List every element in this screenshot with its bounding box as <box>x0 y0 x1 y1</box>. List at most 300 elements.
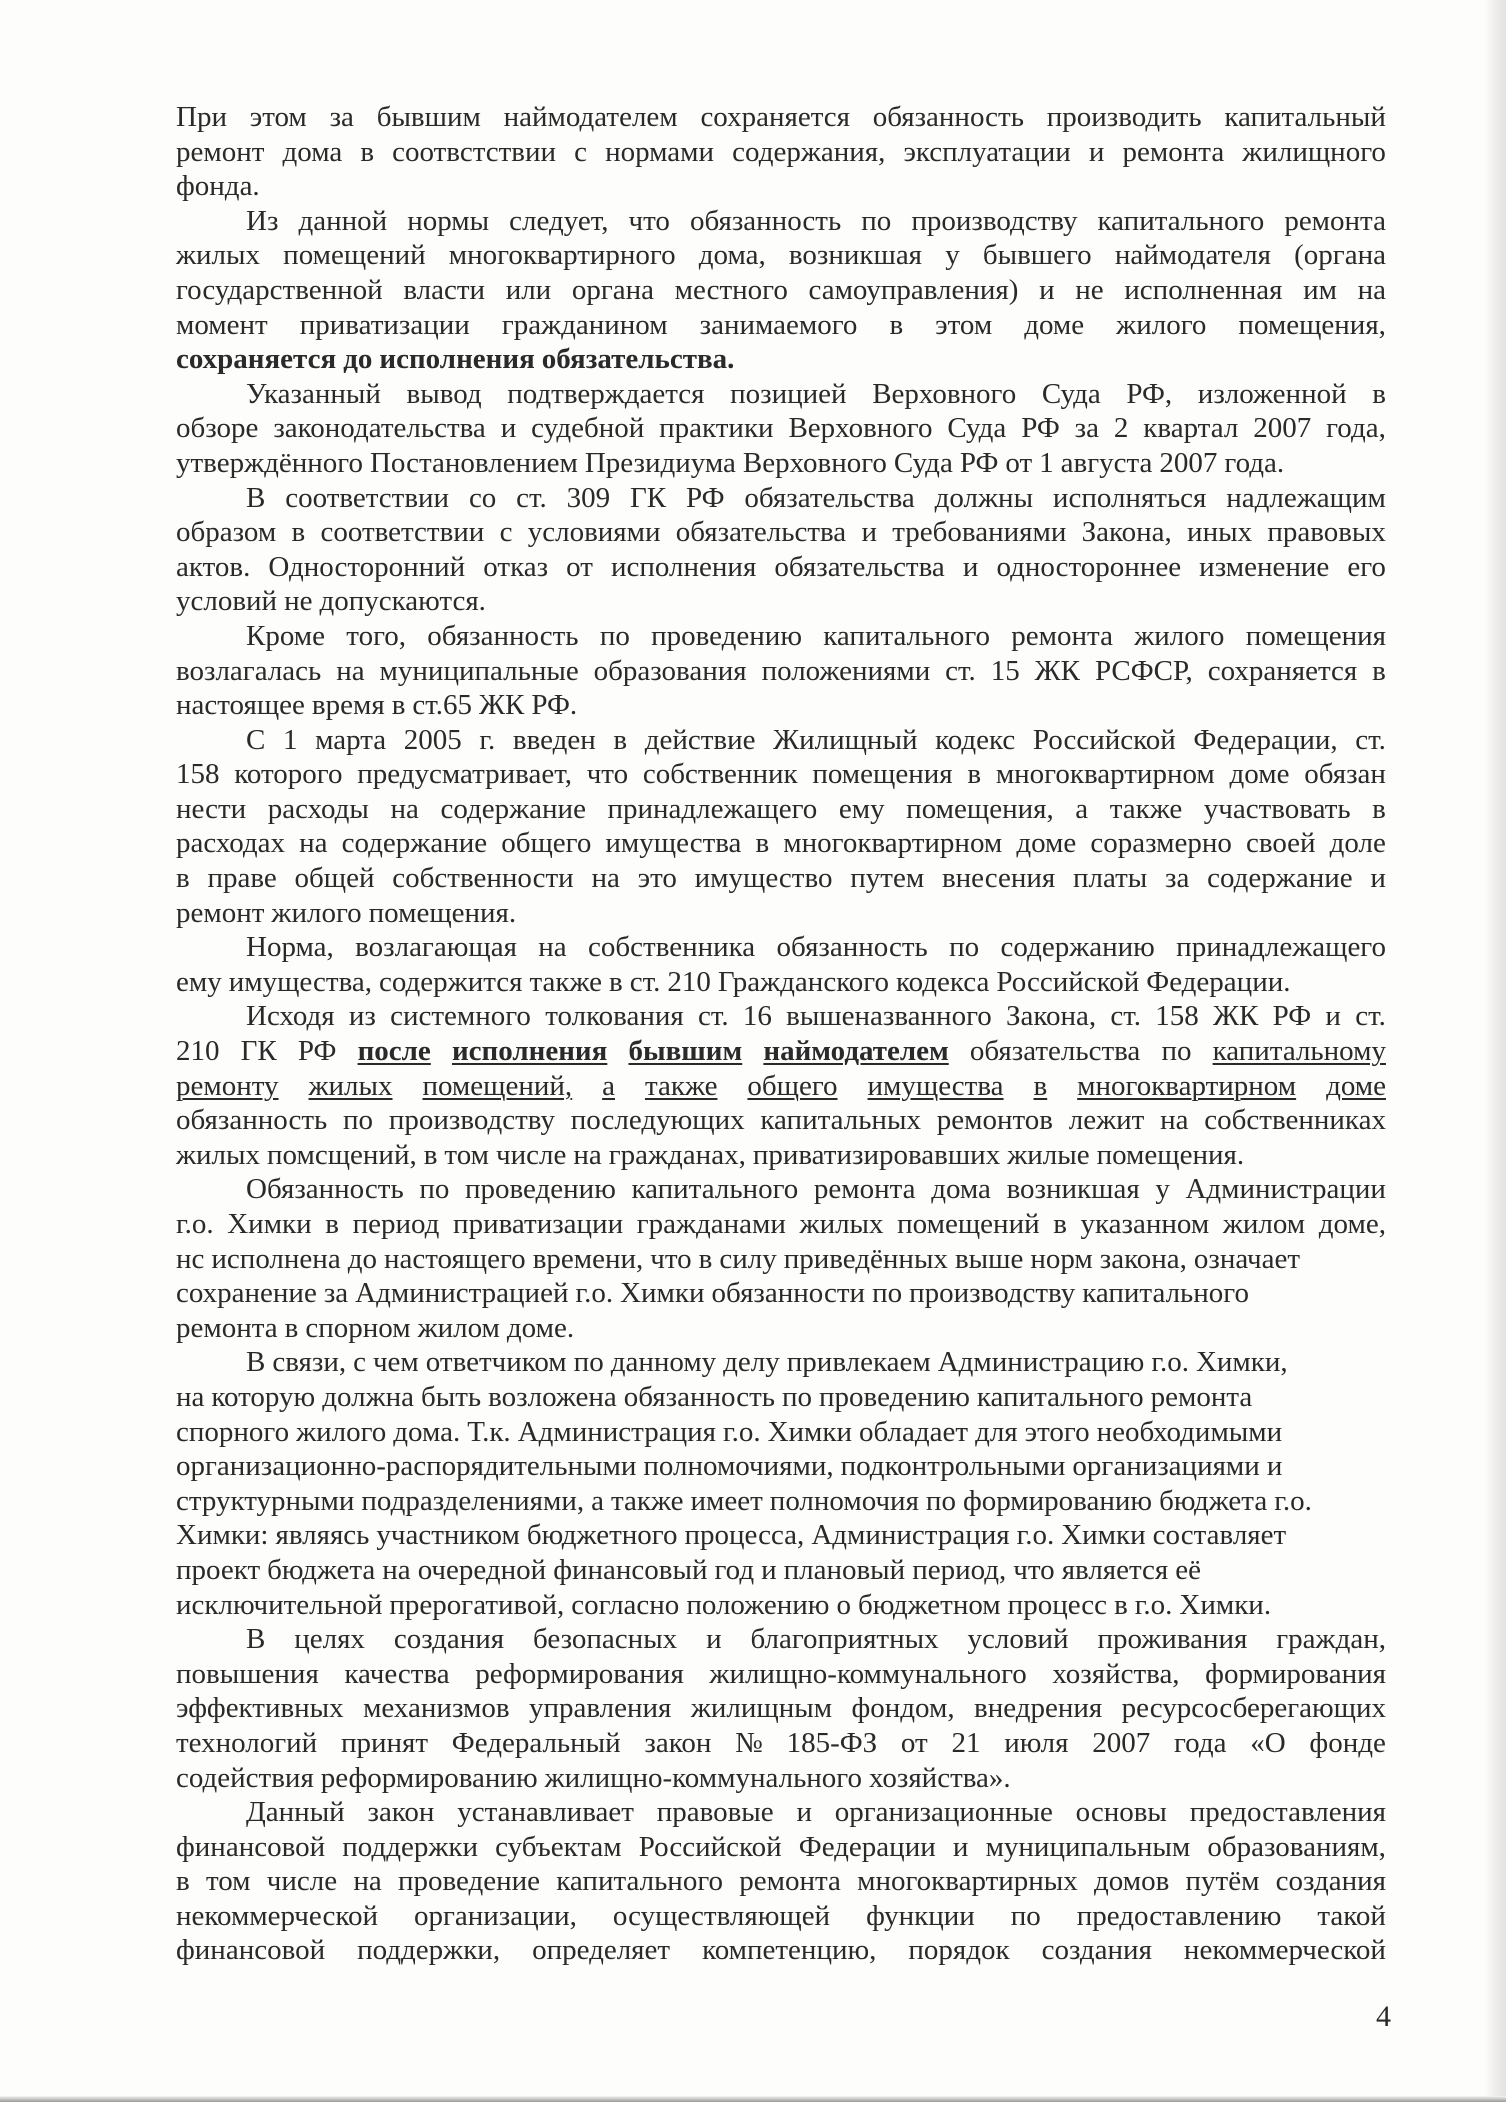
word: за <box>323 1277 349 1310</box>
word: обязательства <box>744 481 915 514</box>
text-line <box>176 861 1386 896</box>
word: эксплуатации <box>903 135 1071 168</box>
text-line <box>176 1207 1386 1242</box>
word: принят <box>340 1726 429 1759</box>
word: обязанность <box>776 931 928 964</box>
word: ГК <box>630 481 667 514</box>
text-line <box>176 169 1386 204</box>
word: иных <box>1187 516 1253 549</box>
word: обязанность <box>689 204 842 237</box>
word: ст. <box>945 654 976 687</box>
word: содержание <box>1207 862 1353 895</box>
word: настоящее <box>176 689 305 722</box>
word: актов. <box>176 550 251 583</box>
word: Федерации, <box>1193 723 1338 756</box>
word: Верховного <box>872 377 1017 410</box>
word: фондом, <box>851 1692 955 1725</box>
word: помещения. <box>368 896 517 929</box>
word: изложенной <box>1197 377 1347 410</box>
word: согласно <box>571 1588 680 1621</box>
word: с <box>499 516 513 549</box>
word: образованиям, <box>1207 1830 1386 1863</box>
word: настоящего <box>383 1242 526 1275</box>
word: г.о. <box>1151 1346 1189 1379</box>
word: расходы <box>267 792 369 825</box>
word: означает <box>1193 1242 1301 1275</box>
text-line <box>176 1553 1386 1588</box>
word: времени, <box>532 1242 644 1275</box>
word: формированию <box>962 1484 1153 1517</box>
word: а <box>591 1484 604 1517</box>
word: определяет <box>532 1934 671 1967</box>
word: ремонта <box>1284 204 1386 237</box>
word: того, <box>346 619 407 652</box>
paragraph-first-line <box>246 999 1386 1034</box>
word: по <box>419 1173 450 1206</box>
word: необходимыми <box>1096 1415 1283 1448</box>
word: жилых <box>176 1138 261 1171</box>
underlined-text: бывшим <box>628 1035 743 1068</box>
word: и <box>1325 1000 1341 1033</box>
word: на <box>573 1138 602 1171</box>
word: В <box>246 481 266 514</box>
underlined-text: жилых <box>308 1069 393 1102</box>
word: содержание <box>341 827 488 860</box>
word: должны <box>934 481 1034 514</box>
word: и <box>500 412 517 445</box>
word: для <box>975 1415 1018 1448</box>
word: предоставления <box>1189 1796 1386 1829</box>
word: г.о. <box>722 1415 761 1448</box>
word: обязательства <box>969 1035 1141 1068</box>
word: спорном <box>305 1311 411 1344</box>
text-line <box>176 135 1386 170</box>
word: от <box>566 550 593 583</box>
word: в <box>889 308 904 341</box>
word: условий <box>176 585 278 618</box>
word: кодекс <box>935 723 1016 756</box>
word: механизмов <box>363 1692 510 1725</box>
word: момент <box>176 308 268 341</box>
word: по <box>599 619 630 652</box>
word: том <box>444 1138 490 1171</box>
word: обязательства <box>774 550 945 583</box>
word: обязан <box>1304 758 1386 791</box>
word: поддержки, <box>357 1934 501 1967</box>
word: РСФСР, <box>1094 654 1193 687</box>
word: за <box>1074 412 1099 445</box>
word: помещения, <box>1238 308 1386 341</box>
word: помещений <box>283 239 426 272</box>
word: что <box>1013 1553 1055 1586</box>
text-line <box>176 411 1386 446</box>
word: марта <box>315 723 387 756</box>
underlined-text: после <box>357 1035 431 1068</box>
word: № <box>735 1726 763 1759</box>
word: финансовый <box>553 1553 708 1586</box>
word: жилого <box>1116 308 1207 341</box>
word: производству <box>911 204 1078 237</box>
word: не <box>1075 273 1104 306</box>
word: закон <box>644 1726 712 1759</box>
word: приватизации <box>453 1208 624 1240</box>
word: качества <box>344 1657 450 1690</box>
bold-text: до <box>343 343 373 376</box>
word: Исходя <box>246 1000 335 1033</box>
word: РФ <box>685 481 725 514</box>
text-line <box>176 1691 1386 1726</box>
text-line <box>176 1933 1386 1968</box>
word: период, <box>912 1553 1007 1586</box>
word: исполненная <box>1124 273 1283 306</box>
word: является <box>1061 1553 1169 1586</box>
word: безопасных <box>533 1623 678 1656</box>
word: жилищно-коммунального <box>709 1657 1027 1690</box>
word: по <box>1161 1035 1192 1068</box>
word: или <box>505 273 552 306</box>
word: на <box>390 792 419 825</box>
word: в <box>609 965 623 998</box>
word: содержанию <box>1000 931 1155 964</box>
word: благоприятных <box>750 1623 939 1656</box>
word: обязательства <box>675 516 847 549</box>
word: технологий <box>176 1726 318 1759</box>
paragraph-first-line <box>246 723 1386 758</box>
word: участником <box>376 1519 520 1552</box>
text-line <box>176 1138 1386 1173</box>
word: и <box>761 1553 777 1586</box>
paragraph-first-line <box>246 1345 1386 1380</box>
word: граждан, <box>1276 1623 1386 1656</box>
word: обязанность <box>623 1380 775 1413</box>
word: содержания, <box>732 135 886 168</box>
word: финансовой <box>176 1934 326 1967</box>
word: данному <box>610 1346 717 1379</box>
word: исполняться <box>1052 481 1207 514</box>
paragraph-first-line <box>246 1622 1386 1657</box>
word: г.о. <box>575 1277 614 1310</box>
word: В <box>246 1623 266 1656</box>
word: прерогативой, <box>389 1588 565 1621</box>
text-line <box>176 1311 1386 1346</box>
word: обзоре <box>176 412 259 445</box>
word: соразмерно <box>1090 827 1232 860</box>
word: очередной <box>417 1553 547 1586</box>
word: г. <box>479 723 496 756</box>
text-line <box>176 654 1386 689</box>
word: соответствии <box>285 481 450 514</box>
word: Российской <box>638 1830 782 1863</box>
word: некоммерческой <box>1183 1934 1386 1967</box>
word: формирования <box>1205 1657 1386 1690</box>
word: проведению <box>651 619 802 652</box>
word: 2005 <box>403 723 462 756</box>
word: действие <box>644 723 756 756</box>
word: производству <box>909 1277 1076 1310</box>
word: имущества <box>605 827 742 860</box>
word: некоммерческой <box>176 1899 378 1932</box>
word: дома, <box>698 239 766 272</box>
word: этого <box>1024 1415 1090 1448</box>
word: Закона, <box>1006 1000 1097 1033</box>
word: также <box>529 965 602 998</box>
word: в <box>176 862 190 895</box>
word: ремонта <box>813 1173 916 1206</box>
word: ст. <box>1355 1000 1386 1033</box>
word: Администрации <box>1185 1173 1386 1206</box>
word: условиями <box>527 516 661 549</box>
word: нести <box>176 792 247 825</box>
word: доме. <box>506 1311 575 1344</box>
word: исключительной <box>176 1588 383 1621</box>
word: полномочия <box>769 1484 919 1517</box>
paragraph-first-line <box>246 619 1386 654</box>
page-bottom-edge <box>0 2096 1506 2102</box>
underlined-text: имущества <box>867 1069 1004 1102</box>
word: муниципальные <box>379 654 579 687</box>
word: основы <box>1075 1796 1167 1829</box>
word: спорного <box>176 1415 290 1448</box>
word: проведению <box>819 1380 970 1413</box>
word: с <box>353 1346 366 1379</box>
word: капитальный <box>1224 101 1386 133</box>
text-line <box>176 757 1386 792</box>
word: 16 <box>742 1000 772 1033</box>
word: путем <box>850 862 925 895</box>
word: числе <box>266 1865 338 1898</box>
word: ст. <box>698 1000 729 1033</box>
word: занимаемого <box>699 308 858 341</box>
word: жилых <box>176 239 261 272</box>
word: 1 <box>1039 446 1054 479</box>
word: 1 <box>282 723 298 756</box>
word: отказ <box>483 550 549 583</box>
word: ГК <box>240 1035 277 1068</box>
word: содействия <box>176 1761 314 1794</box>
word: хозяйства». <box>868 1761 1011 1794</box>
underlined-text: многоквартирном <box>1077 1069 1297 1102</box>
word: Кроме <box>246 619 326 652</box>
text-line <box>176 1242 1386 1277</box>
word: проведение <box>397 1865 541 1898</box>
text-line <box>176 1761 1386 1796</box>
word: одностороннее <box>996 550 1182 583</box>
word: финансовой <box>176 1830 326 1863</box>
word: ремонта <box>739 1865 841 1898</box>
word: принадлежащего <box>607 792 818 825</box>
text-line <box>176 238 1386 273</box>
word: о <box>836 1588 851 1621</box>
word: бюджетном <box>857 1588 1001 1621</box>
word: по <box>872 1277 903 1310</box>
word: и <box>952 1830 969 1863</box>
word: такой <box>1317 1899 1386 1932</box>
word: подконтрольными <box>840 1450 1066 1483</box>
word: процесс <box>1007 1588 1108 1621</box>
word: Суда <box>1041 377 1101 410</box>
page-edge-shadow <box>1484 0 1506 2102</box>
text-line <box>176 1864 1386 1899</box>
word: муниципальным <box>985 1830 1191 1863</box>
word: организациями <box>1072 1450 1260 1483</box>
text-line <box>176 1103 1386 1138</box>
text-line <box>176 550 1386 585</box>
word: Жилищный <box>773 723 918 756</box>
word: законодательства <box>273 412 486 445</box>
word: хозяйства, <box>1052 1657 1180 1690</box>
word: обязанность <box>427 619 579 652</box>
word: 210 <box>176 1035 220 1068</box>
word: 309 <box>566 481 611 514</box>
word: возникшая <box>1006 1173 1140 1206</box>
word: нормами <box>605 135 715 168</box>
word: подтверждается <box>507 377 705 410</box>
underlined-text: помещений, <box>422 1069 573 1102</box>
word: самоуправления) <box>808 273 1019 306</box>
word: ст.65 <box>412 689 473 722</box>
word: на <box>538 931 567 964</box>
word: лежит <box>1068 1104 1145 1137</box>
word: Химки, <box>1195 1346 1288 1379</box>
word: года, <box>1326 412 1386 445</box>
word: Верховного <box>788 412 933 445</box>
word: условий <box>967 1623 1069 1656</box>
word: ремонт <box>176 135 265 168</box>
text-line <box>176 965 1386 1000</box>
word: Администрация <box>811 1519 1010 1552</box>
word: в <box>1053 1208 1067 1240</box>
text-line <box>176 1726 1386 1761</box>
word: этом <box>935 308 993 341</box>
word: приватизации <box>299 308 470 341</box>
underlined-text: исполнения <box>451 1035 608 1068</box>
word: общего <box>501 827 592 860</box>
word: власти <box>403 273 486 306</box>
word: устанавливает <box>457 1796 634 1829</box>
paragraph-first-line <box>246 481 1386 516</box>
word: содержится <box>379 965 523 998</box>
word: Администрацию <box>937 1346 1145 1379</box>
word: капитальных <box>760 1104 921 1137</box>
word: содержание <box>440 792 586 825</box>
word: С <box>246 723 266 756</box>
word: ЖК <box>479 689 525 722</box>
word: судебной <box>531 412 645 445</box>
word: жилищного <box>1242 135 1386 168</box>
word: образом <box>176 516 277 549</box>
word: указанном <box>1080 1208 1210 1240</box>
word: и <box>1088 135 1105 168</box>
paragraph-first-line <box>246 930 1386 965</box>
underlined-text: наймодателем <box>763 1035 949 1068</box>
word: в <box>1372 654 1386 687</box>
word: Закона, <box>1081 516 1172 549</box>
word: делу <box>723 1346 780 1379</box>
text-line <box>176 584 1386 619</box>
word: жилищным <box>690 1692 833 1725</box>
word: её <box>1175 1553 1202 1586</box>
word: и <box>1266 1450 1283 1483</box>
word: РФ, <box>1126 377 1173 410</box>
word: наймодателем <box>503 101 678 133</box>
word: дома. <box>393 1415 461 1448</box>
word: в <box>423 1138 438 1171</box>
word: по <box>925 1484 956 1517</box>
word: в <box>1372 377 1386 410</box>
word: от <box>900 1726 928 1759</box>
word: целях <box>294 1623 365 1656</box>
word: 15 <box>990 654 1020 687</box>
word: ст. <box>516 481 547 514</box>
word: организационные <box>834 1796 1053 1829</box>
word: на <box>591 862 620 895</box>
word: Односторонний <box>268 550 466 583</box>
word: бюджетного <box>526 1519 678 1552</box>
word: подразделениями, <box>361 1484 585 1517</box>
word: имеет <box>690 1484 763 1517</box>
word: 210 <box>667 965 711 998</box>
word: сохраняется <box>700 101 850 133</box>
word: наймодателя <box>1114 239 1271 272</box>
word: Химки. <box>1179 1588 1272 1621</box>
word: реформирования <box>475 1657 684 1690</box>
word: положению <box>686 1588 830 1621</box>
word: также <box>610 1484 684 1517</box>
word: ему <box>176 965 222 998</box>
paragraph-first-line <box>246 204 1386 239</box>
word: возлагающая <box>355 931 517 964</box>
word: период <box>352 1208 440 1240</box>
word: ремонта <box>176 1311 278 1344</box>
word: в <box>291 516 306 549</box>
text-line <box>176 342 1386 377</box>
word: правовых <box>1267 516 1386 549</box>
word: утверждённого <box>176 446 363 479</box>
word: жилых <box>799 1208 884 1240</box>
word: ему <box>838 792 885 825</box>
word: год <box>714 1553 755 1586</box>
word: и <box>796 1796 812 1829</box>
word: со <box>468 481 497 514</box>
bold-text: обязательства. <box>541 343 735 376</box>
word: собственника <box>588 931 756 964</box>
word: обладает <box>859 1415 969 1448</box>
word: числе <box>496 1138 567 1171</box>
text-line <box>176 1657 1386 1692</box>
word: это <box>637 862 677 895</box>
word: на <box>336 654 365 687</box>
word: сохраняется <box>1207 654 1358 687</box>
paragraph-first-line <box>246 1172 1386 1207</box>
word: Суда <box>947 412 1007 445</box>
word: в <box>1372 792 1386 825</box>
word: ст. <box>1355 723 1386 756</box>
word: в <box>967 758 982 791</box>
word: что <box>628 204 670 237</box>
word: августа <box>1060 446 1153 479</box>
word: по <box>343 1104 374 1137</box>
word: последующих <box>570 1104 745 1137</box>
word: Химки <box>227 1208 312 1240</box>
word: Федеральный <box>451 1726 621 1759</box>
word: позицией <box>730 377 847 410</box>
word: изменение <box>1199 550 1330 583</box>
word: Т.к. <box>467 1415 511 1448</box>
document-body <box>176 100 1386 1968</box>
word: Обязанность <box>246 1173 404 1206</box>
word: вышеназванного <box>786 1000 992 1033</box>
word: соответствии <box>320 516 485 549</box>
